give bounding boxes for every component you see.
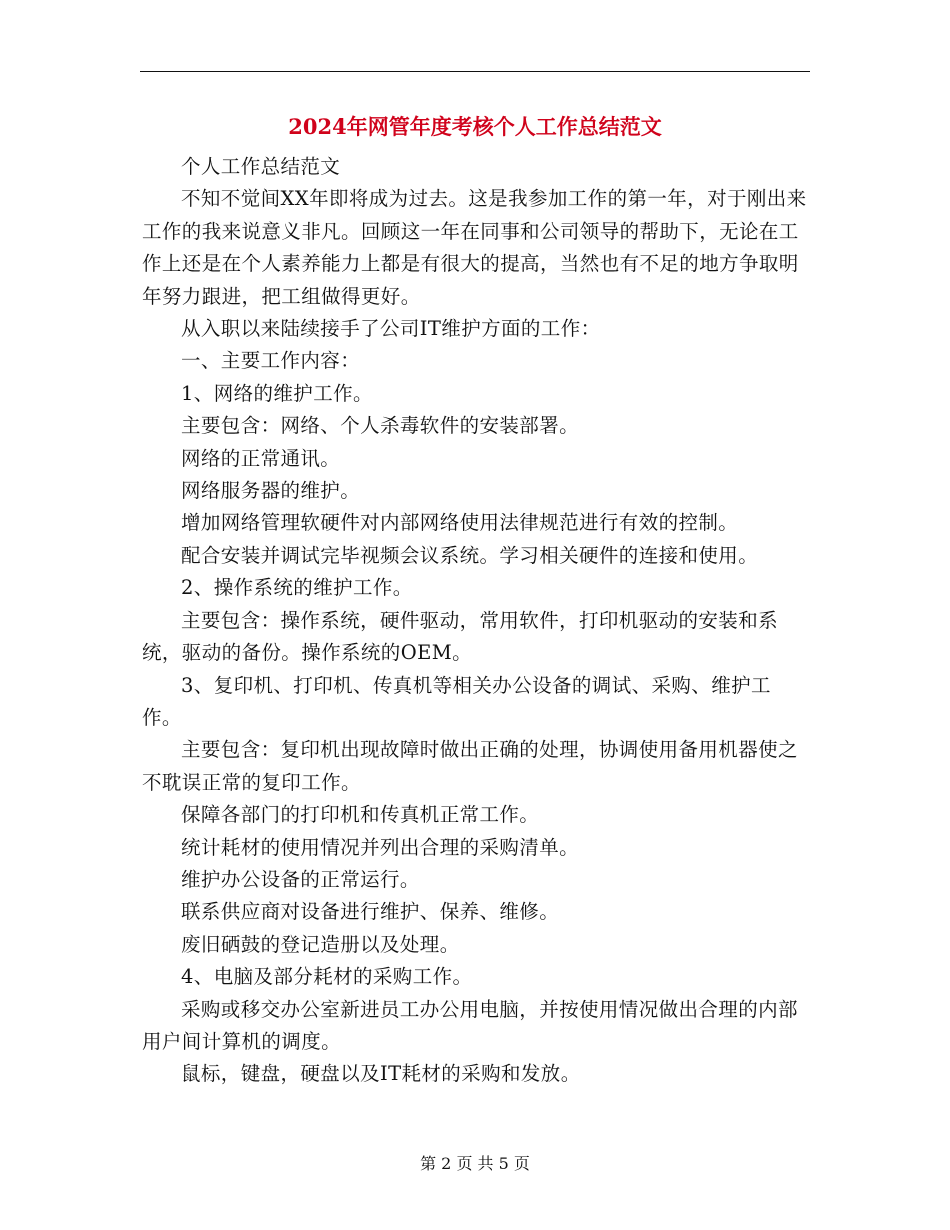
list-item-heading: 4、电脑及部分耗材的采购工作。 [181,965,473,989]
paragraph: 网络服务器的维护。 [181,479,361,503]
paragraph: 主要包含：复印机出现故障时做出正确的处理，协调使用备用机器使之不耽误正常的复印工作。 [142,738,798,794]
paragraph: 主要包含：操作系统，硬件驱动，常用软件，打印机驱动的安装和系统，驱动的备份。操作系统的OEM。 [142,608,779,665]
paragraph: 个人工作总结范文 [181,155,341,178]
list-item-heading: 2、操作系统的维护工作。 [181,576,413,600]
paragraph: 统计耗材的使用情况并列出合理的采购清单。 [181,835,580,859]
paragraph: 主要包含：网络、个人杀毒软件的安装部署。 [181,414,580,438]
list-item-heading: 1、网络的维护工作。 [181,381,373,405]
document-body [142,151,810,1091]
paragraph: 网络的正常通讯。 [181,446,341,470]
paragraph: 维护办公设备的正常运行。 [181,867,420,891]
paragraph: 废旧硒鼓的登记造册以及处理。 [181,932,460,956]
document-title: 2024年网管年度考核个人工作总结范文 [288,114,662,139]
paragraph: 不知不觉间XX年即将成为过去。这是我参加工作的第一年，对于刚出来工作的我来说意义非凡。回顾这一年在同事和公司领导的帮助下，无论在工作上还是在个人素养能力上都是有很大的提高，当然也有不足的地方争取明年努力跟进，把工组做得更好。 [142,187,807,308]
paragraph: 保障各部门的打印机和传真机正常工作。 [181,803,540,827]
list-item-heading: 3、复印机、打印机、传真机等相关办公设备的调试、采购、维护工作。 [142,673,771,729]
section-heading: 一、主要工作内容： [181,349,361,373]
paragraph: 联系供应商对设备进行维护、保养、维修。 [181,900,560,924]
paragraph: 采购或移交办公室新进员工办公用电脑，并按使用情况做出合理的内部用户间计算机的调度。 [142,997,798,1053]
paragraph: 鼠标，键盘，硬盘以及IT耗材的采购和发放。 [181,1062,581,1086]
paragraph: 从入职以来陆续接手了公司IT维护方面的工作： [181,317,601,341]
paragraph: 增加网络管理软硬件对内部网络使用法律规范进行有效的控制。 [181,511,739,535]
paragraph: 配合安装并调试完毕视频会议系统。学习相关硬件的连接和使用。 [181,543,759,567]
page-footer: 第 2 页 共 5 页 [420,1154,530,1173]
header-rule [140,71,810,72]
